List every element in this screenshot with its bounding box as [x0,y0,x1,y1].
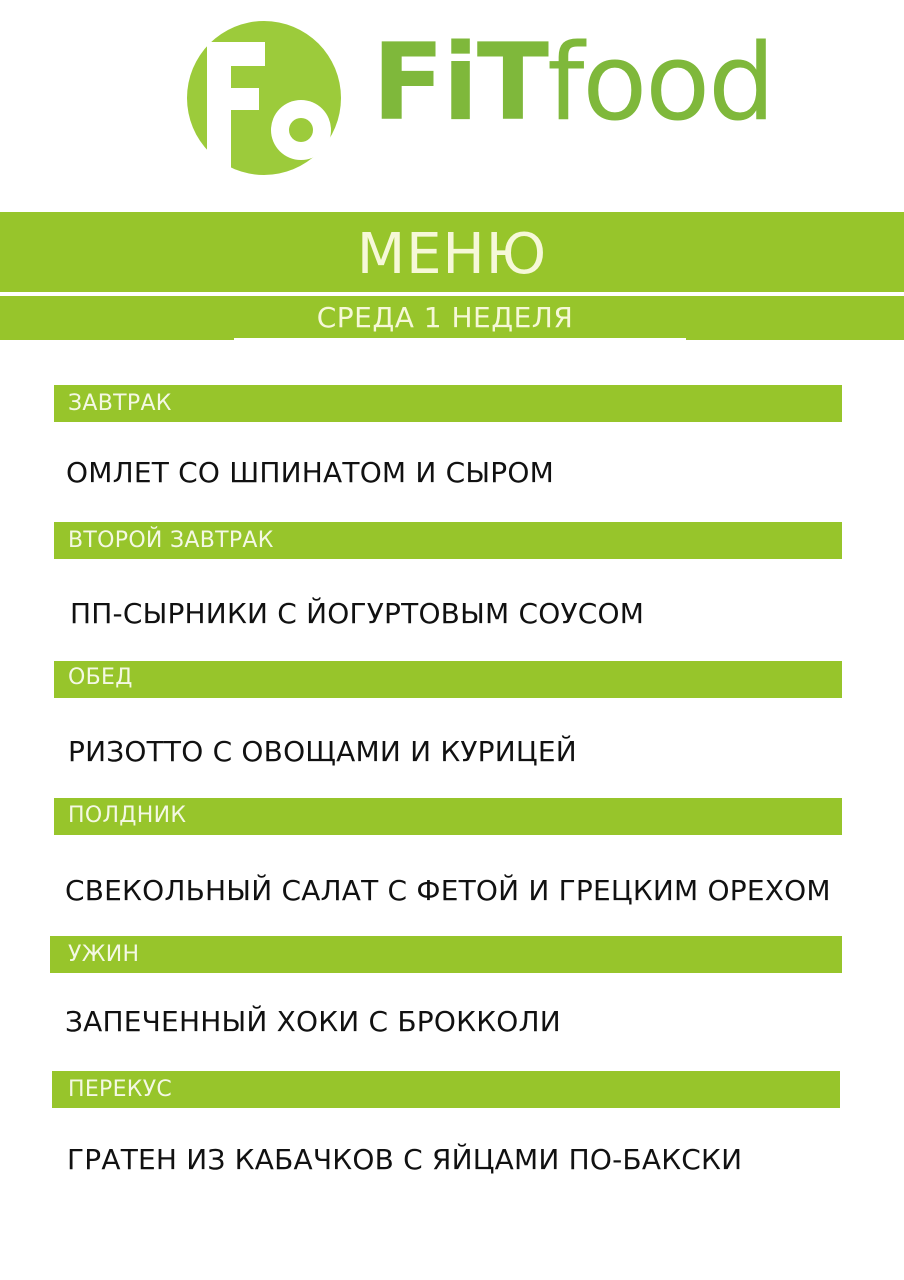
day-label: СРЕДА 1 НЕДЕЛЯ [316,301,574,334]
dish-dinner: ЗАПЕЧЕННЫЙ ХОКИ С БРОККОЛИ [65,1005,561,1038]
day-bar-divider [234,338,686,341]
meal-bar-dinner [50,936,842,973]
meal-label-dinner: УЖИН [68,942,140,967]
dish-snack-afternoon: СВЕКОЛЬНЫЙ САЛАТ С ФЕТОЙ И ГРЕЦКИМ ОРЕХОМ [65,874,831,907]
meal-bar-lunch [54,661,842,698]
meal-label-snack: ПЕРЕКУС [68,1077,173,1102]
dish-snack: ГРАТЕН ИЗ КАБАЧКОВ С ЯЙЦАМИ ПО-БАКСКИ [67,1143,743,1176]
meal-label-snack-afternoon: ПОЛДНИК [68,803,187,828]
dish-breakfast: ОМЛЕТ СО ШПИНАТОМ И СЫРОМ [66,456,554,489]
brand-name-bold: FiT [372,21,548,144]
brand-name-light: food [547,21,774,144]
brand-name [372,21,774,144]
dish-second-breakfast: ПП-СЫРНИКИ С ЙОГУРТОВЫМ СОУСОМ [70,597,645,630]
meal-bar-breakfast [54,385,842,422]
meal-label-breakfast: ЗАВТРАК [68,391,172,416]
dish-lunch: РИЗОТТО С ОВОЩАМИ И КУРИЦЕЙ [68,735,577,768]
meal-label-lunch: ОБЕД [68,665,133,690]
page-title: МЕНЮ [356,222,548,287]
meal-label-second-breakfast: ВТОРОЙ ЗАВТРАК [68,528,274,553]
